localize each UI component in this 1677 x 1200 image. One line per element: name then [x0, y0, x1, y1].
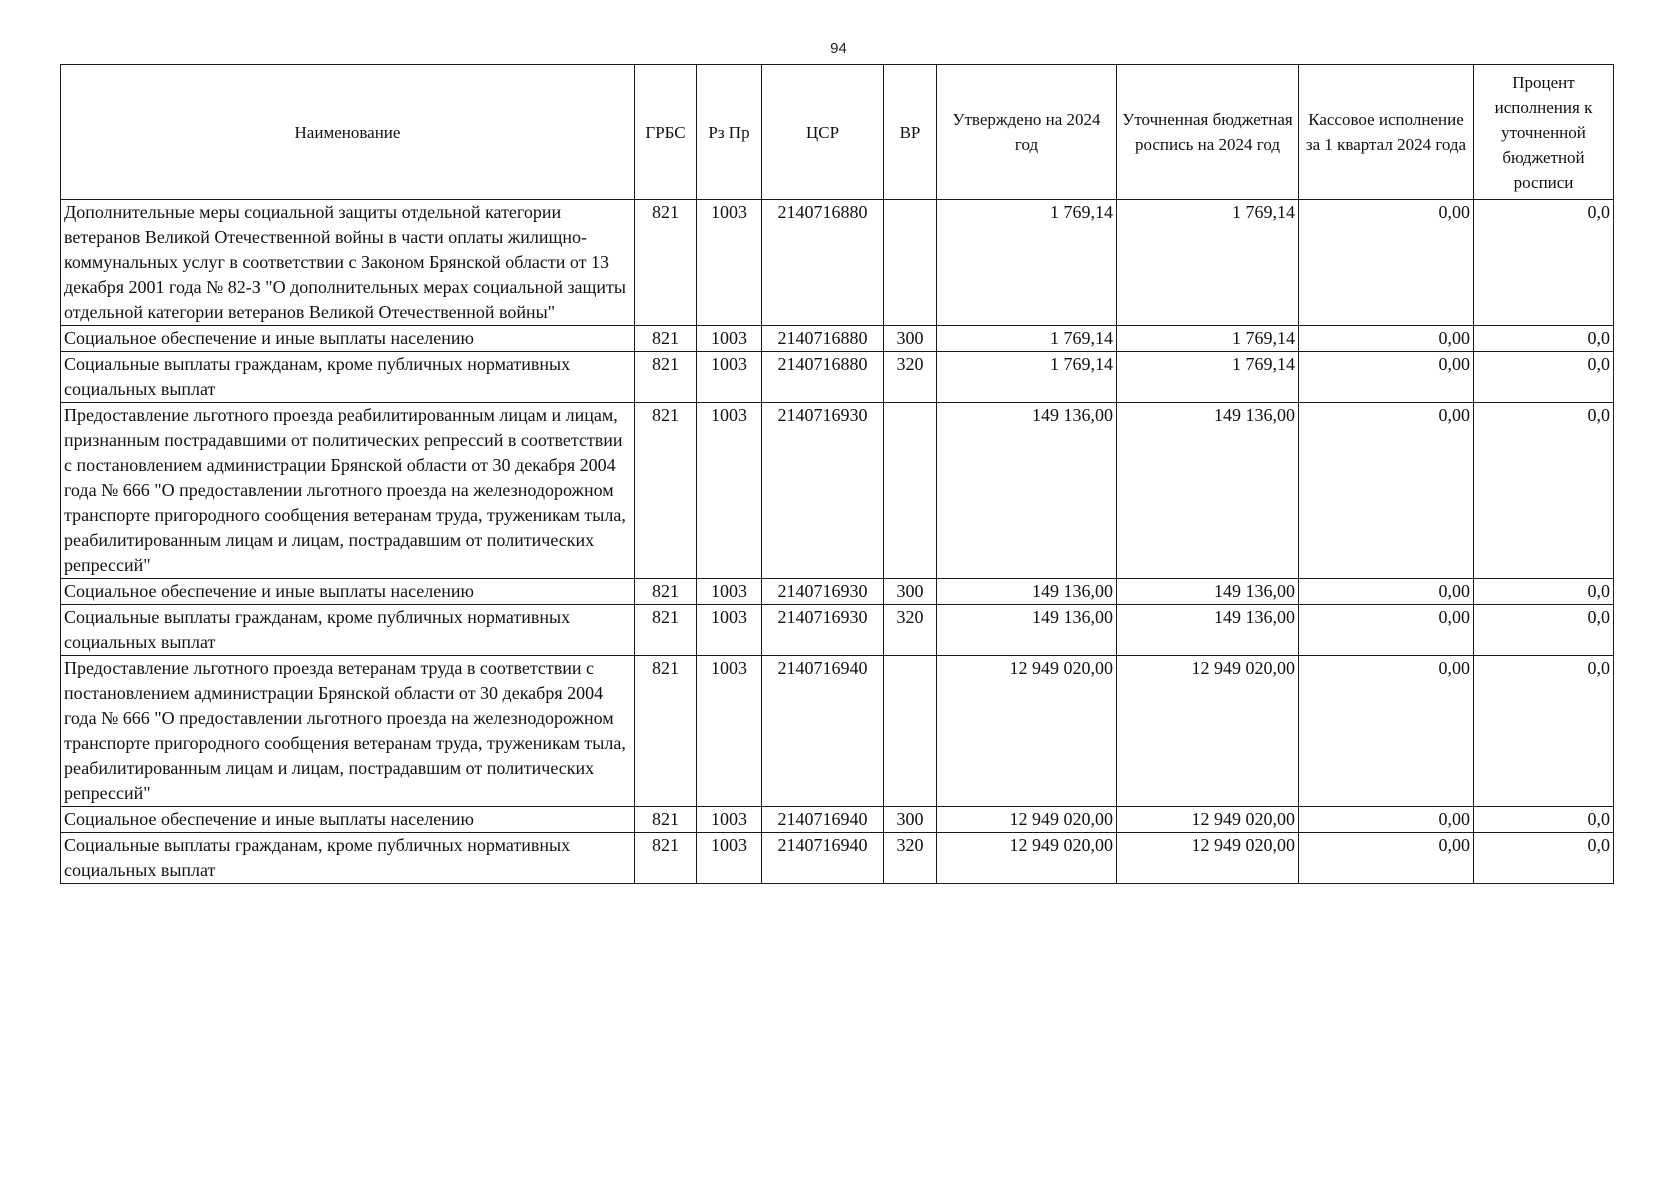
cell-approved: 149 136,00: [937, 403, 1117, 579]
cell-executed: 0,00: [1299, 326, 1474, 352]
cell-name: Дополнительные меры социальной защиты отдельной категории ветеранов Великой Отечественной войны в части оплаты жилищно-коммунальных услуг в соответствии с Законом Брянской области от 13 декабря 2001 года № 82-З "О дополнительных мерах социальной защиты отдельной категории ветеранов Великой Отечественной войны": [61, 200, 635, 326]
cell-csr: 2140716930: [762, 403, 884, 579]
cell-name: Социальные выплаты гражданам, кроме публичных нормативных социальных выплат: [61, 605, 635, 656]
header-executed: Кассовое исполнение за 1 квартал 2024 года: [1299, 65, 1474, 200]
cell-rzpr: 1003: [697, 605, 762, 656]
cell-vr: [884, 200, 937, 326]
cell-executed: 0,00: [1299, 200, 1474, 326]
cell-rzpr: 1003: [697, 200, 762, 326]
cell-csr: 2140716930: [762, 579, 884, 605]
header-grbs: ГРБС: [635, 65, 697, 200]
cell-approved: 12 949 020,00: [937, 656, 1117, 807]
cell-refined: 1 769,14: [1117, 200, 1299, 326]
cell-csr: 2140716940: [762, 807, 884, 833]
cell-vr: 320: [884, 605, 937, 656]
cell-percent: 0,0: [1474, 326, 1614, 352]
cell-executed: 0,00: [1299, 605, 1474, 656]
cell-csr: 2140716930: [762, 605, 884, 656]
cell-rzpr: 1003: [697, 403, 762, 579]
cell-grbs: 821: [635, 605, 697, 656]
cell-rzpr: 1003: [697, 326, 762, 352]
table-row: [61, 326, 1614, 352]
cell-grbs: 821: [635, 326, 697, 352]
cell-percent: 0,0: [1474, 352, 1614, 403]
cell-grbs: 821: [635, 833, 697, 884]
table-row: [61, 605, 1614, 656]
cell-percent: 0,0: [1474, 807, 1614, 833]
cell-rzpr: 1003: [697, 579, 762, 605]
cell-percent: 0,0: [1474, 403, 1614, 579]
table-row: [61, 656, 1614, 807]
cell-grbs: 821: [635, 352, 697, 403]
cell-refined: 149 136,00: [1117, 403, 1299, 579]
cell-name: Социальные выплаты гражданам, кроме публичных нормативных социальных выплат: [61, 833, 635, 884]
table-row: [61, 200, 1614, 326]
cell-percent: 0,0: [1474, 656, 1614, 807]
table-row: [61, 579, 1614, 605]
cell-csr: 2140716880: [762, 352, 884, 403]
cell-name: Социальное обеспечение и иные выплаты населению: [61, 579, 635, 605]
cell-approved: 1 769,14: [937, 200, 1117, 326]
header-name: Наименование: [61, 65, 635, 200]
cell-name: Социальные выплаты гражданам, кроме публичных нормативных социальных выплат: [61, 352, 635, 403]
cell-executed: 0,00: [1299, 403, 1474, 579]
cell-grbs: 821: [635, 656, 697, 807]
cell-grbs: 821: [635, 200, 697, 326]
cell-vr: 320: [884, 352, 937, 403]
cell-csr: 2140716880: [762, 200, 884, 326]
cell-refined: 149 136,00: [1117, 579, 1299, 605]
cell-name: Социальное обеспечение и иные выплаты населению: [61, 807, 635, 833]
cell-refined: 12 949 020,00: [1117, 656, 1299, 807]
cell-vr: [884, 403, 937, 579]
cell-name: Предоставление льготного проезда реабилитированным лицам и лицам, признанным пострадавшими от политических репрессий в соответствии с постановлением администрации Брянской области от 30 декабря 2004 года № 666 "О предоставлении льготного проезда на железнодорожном транспорте пригородного сообщения ветеранам труда, труженикам тыла, реабилитированным лицам и лицам, пострадавшим от политических репрессий": [61, 403, 635, 579]
cell-csr: 2140716880: [762, 326, 884, 352]
cell-grbs: 821: [635, 579, 697, 605]
cell-refined: 1 769,14: [1117, 352, 1299, 403]
cell-vr: [884, 656, 937, 807]
cell-rzpr: 1003: [697, 807, 762, 833]
cell-rzpr: 1003: [697, 833, 762, 884]
cell-refined: 149 136,00: [1117, 605, 1299, 656]
cell-executed: 0,00: [1299, 656, 1474, 807]
cell-approved: 149 136,00: [937, 605, 1117, 656]
cell-vr: 300: [884, 579, 937, 605]
cell-approved: 1 769,14: [937, 352, 1117, 403]
cell-percent: 0,0: [1474, 579, 1614, 605]
cell-csr: 2140716940: [762, 656, 884, 807]
table-row: [61, 833, 1614, 884]
cell-grbs: 821: [635, 807, 697, 833]
cell-vr: 300: [884, 326, 937, 352]
header-csr: ЦСР: [762, 65, 884, 200]
cell-approved: 12 949 020,00: [937, 833, 1117, 884]
cell-name: Предоставление льготного проезда ветеранам труда в соответствии с постановлением администрации Брянской области от 30 декабря 2004 года № 666 "О предоставлении льготного проезда на железнодорожном транспорте пригородного сообщения ветеранам труда, труженикам тыла, реабилитированным лицам и лицам, пострадавшим от политических репрессий": [61, 656, 635, 807]
table-row: [61, 807, 1614, 833]
header-rzpr: Рз Пр: [697, 65, 762, 200]
cell-rzpr: 1003: [697, 352, 762, 403]
cell-executed: 0,00: [1299, 833, 1474, 884]
cell-approved: 12 949 020,00: [937, 807, 1117, 833]
cell-approved: 149 136,00: [937, 579, 1117, 605]
table-header-row: [61, 65, 1614, 200]
header-refined: Уточненная бюджетная роспись на 2024 год: [1117, 65, 1299, 200]
cell-percent: 0,0: [1474, 200, 1614, 326]
cell-percent: 0,0: [1474, 605, 1614, 656]
table-row: [61, 403, 1614, 579]
cell-refined: 1 769,14: [1117, 326, 1299, 352]
header-vr: ВР: [884, 65, 937, 200]
cell-executed: 0,00: [1299, 807, 1474, 833]
cell-executed: 0,00: [1299, 579, 1474, 605]
cell-percent: 0,0: [1474, 833, 1614, 884]
table-row: [61, 352, 1614, 403]
cell-name: Социальное обеспечение и иные выплаты населению: [61, 326, 635, 352]
cell-vr: 320: [884, 833, 937, 884]
header-approved: Утверждено на 2024 год: [937, 65, 1117, 200]
budget-execution-table: [60, 64, 1614, 884]
cell-rzpr: 1003: [697, 656, 762, 807]
cell-vr: 300: [884, 807, 937, 833]
cell-refined: 12 949 020,00: [1117, 833, 1299, 884]
cell-csr: 2140716940: [762, 833, 884, 884]
cell-grbs: 821: [635, 403, 697, 579]
page-number: 94: [830, 40, 847, 57]
cell-refined: 12 949 020,00: [1117, 807, 1299, 833]
cell-executed: 0,00: [1299, 352, 1474, 403]
cell-approved: 1 769,14: [937, 326, 1117, 352]
header-percent: Процент исполнения к уточненной бюджетной росписи: [1474, 65, 1614, 200]
